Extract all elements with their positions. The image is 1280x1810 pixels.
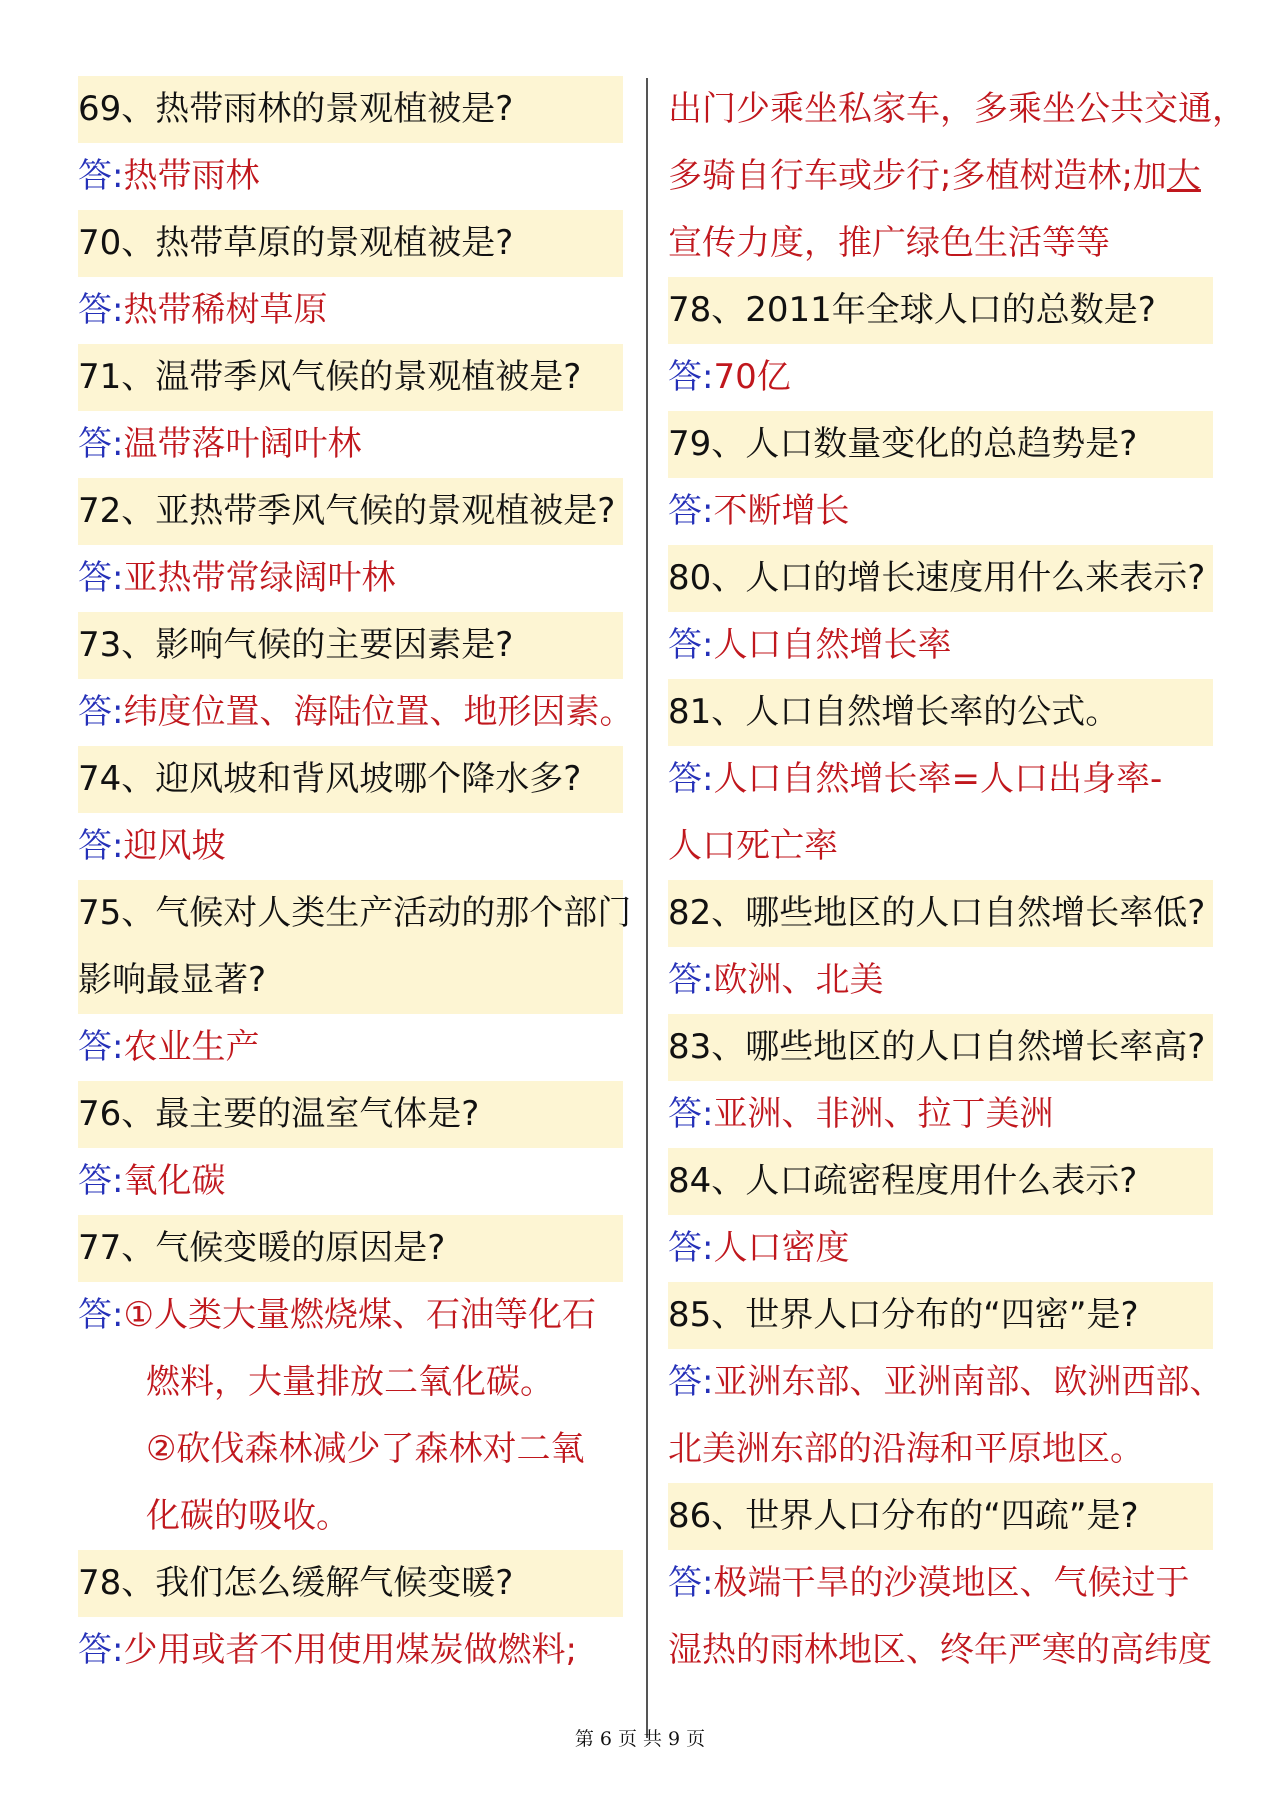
answer-label: 答:: [78, 1027, 124, 1067]
answer-77-line-1: [78, 1282, 623, 1349]
question-78b: 78、2011年全球人口的总数是?: [668, 277, 1213, 344]
answer-85-line-1: [668, 1349, 1224, 1416]
question-75-line-2: 影响最显著?: [78, 960, 267, 1000]
answer-text: 温带落叶阔叶林: [123, 424, 362, 464]
answer-83: [668, 1081, 1213, 1148]
answer-text: 人口自然增长率: [713, 625, 952, 665]
question-85: 85、世界人口分布的“四密”是?: [668, 1282, 1213, 1349]
question-84: 84、人口疏密程度用什么表示?: [668, 1148, 1213, 1215]
answer-84: [668, 1215, 1213, 1282]
column-divider: [646, 78, 648, 1738]
answer-81-line-1: [668, 746, 1213, 813]
answer-85-line-2: 北美洲东部的沿海和平原地区。: [668, 1429, 1144, 1469]
answer-86-line-1: [668, 1550, 1213, 1617]
answer-text: 亚洲东部、亚洲南部、欧洲西部、: [713, 1362, 1224, 1402]
answer-81-line-2: 人口死亡率: [668, 826, 838, 866]
answer-label: 答:: [668, 625, 714, 665]
answer-72: [78, 545, 623, 612]
answer-label: 答:: [668, 1563, 714, 1603]
answer-text: 少用或者不用使用煤炭做燃料;: [123, 1630, 577, 1670]
answer-77-line-4: 化碳的吸收。: [146, 1496, 350, 1536]
answer-label: 答:: [78, 1630, 124, 1670]
answer-74: [78, 813, 623, 880]
answer-label: 答:: [78, 156, 124, 196]
answer-text: 氧化碳: [123, 1161, 226, 1201]
answer-label: 答:: [78, 290, 124, 330]
answer-77-line-3: ②砍伐森林减少了森林对二氧: [146, 1429, 585, 1469]
page-footer: 第 6 页 共 9 页: [574, 1728, 706, 1750]
answer-label: 答:: [668, 491, 714, 531]
question-79: 79、人口数量变化的总趋势是?: [668, 411, 1213, 478]
question-72: 72、亚热带季风气候的景观植被是?: [78, 478, 623, 545]
answer-text: 亚洲、非洲、拉丁美洲: [713, 1094, 1054, 1134]
question-81: 81、人口自然增长率的公式。: [668, 679, 1213, 746]
underlined-char: 大: [1166, 156, 1201, 196]
answer-78-line-3: [668, 143, 1213, 210]
answer-label: 答:: [78, 692, 124, 732]
question-71: 71、温带季风气候的景观植被是?: [78, 344, 623, 411]
question-78: 78、我们怎么缓解气候变暖?: [78, 1550, 623, 1617]
answer-73: [78, 679, 634, 746]
answer-78-line-3-text: 多骑自行车或步行;多植树造林;加: [668, 156, 1167, 196]
answer-label: 答:: [668, 1362, 714, 1402]
answer-text: 热带雨林: [123, 156, 260, 196]
answer-label: 答:: [668, 1228, 714, 1268]
answer-80: [668, 612, 1213, 679]
right-column: [668, 76, 1246, 1684]
question-69: 69、热带雨林的景观植被是?: [78, 76, 623, 143]
question-77: 77、气候变暖的原因是?: [78, 1215, 623, 1282]
answer-label: 答:: [668, 960, 714, 1000]
answer-label: 答:: [78, 1295, 124, 1335]
answer-78-line-4: 宣传力度，推广绿色生活等等: [668, 223, 1110, 263]
question-80: 80、人口的增长速度用什么来表示?: [668, 545, 1213, 612]
question-75-line-1: 75、气候对人类生产活动的那个部门: [78, 893, 632, 933]
answer-label: 答:: [668, 1094, 714, 1134]
answer-78-line-2: 出门少乘坐私家车，多乘坐公共交通，: [668, 89, 1246, 129]
answer-70: [78, 277, 623, 344]
answer-label: 答:: [78, 1161, 124, 1201]
question-73: 73、影响气候的主要因素是?: [78, 612, 623, 679]
answer-77-line-2: 燃料，大量排放二氧化碳。: [146, 1362, 554, 1402]
question-74: 74、迎风坡和背风坡哪个降水多?: [78, 746, 623, 813]
left-column: [78, 76, 634, 1684]
answer-text: 热带稀树草原: [123, 290, 328, 330]
answer-text: 人口密度: [713, 1228, 850, 1268]
answer-label: 答:: [78, 424, 124, 464]
answer-76: [78, 1148, 623, 1215]
answer-78-line-1: [78, 1617, 623, 1684]
answer-label: 答:: [668, 759, 714, 799]
answer-text: 亚热带常绿阔叶林: [123, 558, 396, 598]
answer-text: 迎风坡: [123, 826, 226, 866]
question-75: [78, 880, 632, 1014]
question-86: 86、世界人口分布的“四疏”是?: [668, 1483, 1213, 1550]
answer-text: 不断增长: [713, 491, 850, 531]
question-83: 83、哪些地区的人口自然增长率高?: [668, 1014, 1213, 1081]
answer-text: 极端干旱的沙漠地区、气候过于: [713, 1563, 1190, 1603]
answer-text: 人口自然增长率=人口出身率-: [713, 759, 1163, 799]
answer-label: 答:: [668, 357, 714, 397]
question-76: 76、最主要的温室气体是?: [78, 1081, 623, 1148]
answer-75: [78, 1014, 623, 1081]
answer-text: ①人类大量燃烧煤、石油等化石: [123, 1295, 596, 1335]
answer-86-line-2: 湿热的雨林地区、终年严寒的高纬度: [668, 1630, 1212, 1670]
answer-82: [668, 947, 1213, 1014]
answer-78b: [668, 344, 1213, 411]
answer-text: 70亿: [713, 357, 791, 397]
answer-label: 答:: [78, 826, 124, 866]
answer-69: [78, 143, 623, 210]
question-70: 70、热带草原的景观植被是?: [78, 210, 623, 277]
answer-text: 纬度位置、海陆位置、地形因素。: [123, 692, 634, 732]
answer-label: 答:: [78, 558, 124, 598]
answer-text: 欧洲、北美: [713, 960, 884, 1000]
answer-79: [668, 478, 1213, 545]
answer-text: 农业生产: [123, 1027, 260, 1067]
answer-71: [78, 411, 623, 478]
question-82: 82、哪些地区的人口自然增长率低?: [668, 880, 1213, 947]
